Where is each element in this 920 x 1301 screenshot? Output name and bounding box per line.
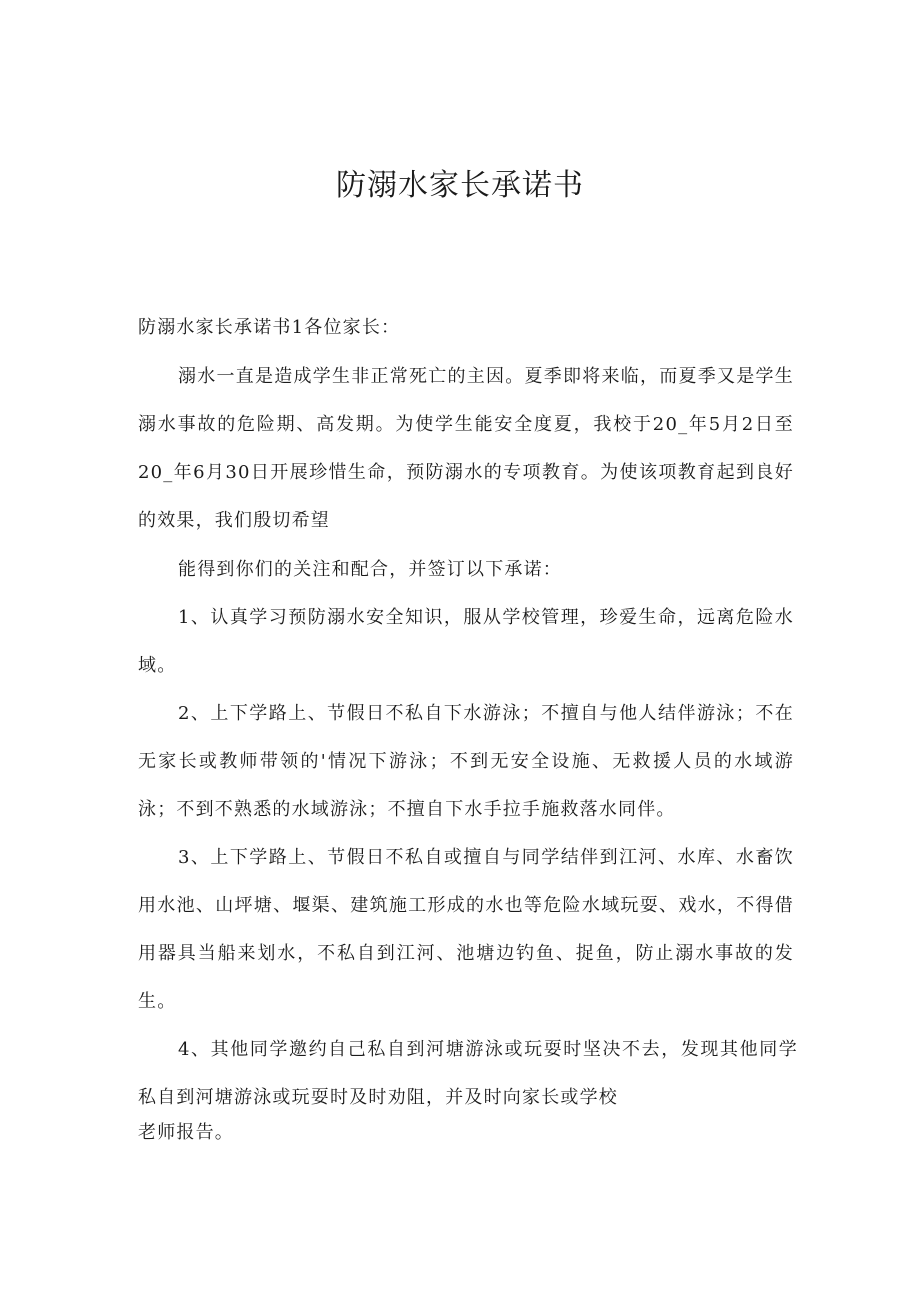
paragraph-item-4-continuation: 老师报告。 xyxy=(138,1122,234,1143)
paragraph-item-2: 2、上下学路上、节假日不私自下水游泳；不擅自与他人结伴游泳；不在无家长或教师带领的'情况下游泳；不到无安全设施、无救援人员的水域游泳；不到不熟悉的水域游泳；不擅自下水手拉手施救落水同伴。 xyxy=(138,703,794,820)
paragraph-item-4: 4、其他同学邀约自己私自到河塘游泳或玩耍时坚决不去，发现其他同学私自到河塘游泳或玩耍时及时劝阻，并及时向家长或学校 xyxy=(138,1039,798,1108)
paragraph-item-3: 3、上下学路上、节假日不私自或擅自与同学结伴到江河、水库、水畜饮用水池、山坪塘、堰渠、建筑施工形成的水也等危险水域玩耍、戏水，不得借用器具当船来划水，不私自到江河、池塘边钓鱼、捉鱼，防止溺水事故的发生。 xyxy=(138,847,794,1012)
greeting-line: 防溺水家长承诺书1各位家长： xyxy=(138,317,401,338)
paragraph-request: 能得到你们的关注和配合，并签订以下承诺： xyxy=(178,559,562,580)
paragraph-intro: 溺水一直是造成学生非正常死亡的主因。夏季即将来临，而夏季又是学生溺水事故的危险期、高发期。为使学生能安全度夏，我校于20_年5月2日至20_年6月30日开展珍惜生命，预防溺水的专项教育。为使该项教育起到良好的效果，我们殷切希望 xyxy=(138,366,794,531)
document-title: 防溺水家长承诺书 xyxy=(336,168,584,203)
paragraph-item-1: 1、认真学习预防溺水安全知识，服从学校管理，珍爱生命，远离危险水域。 xyxy=(138,607,794,676)
